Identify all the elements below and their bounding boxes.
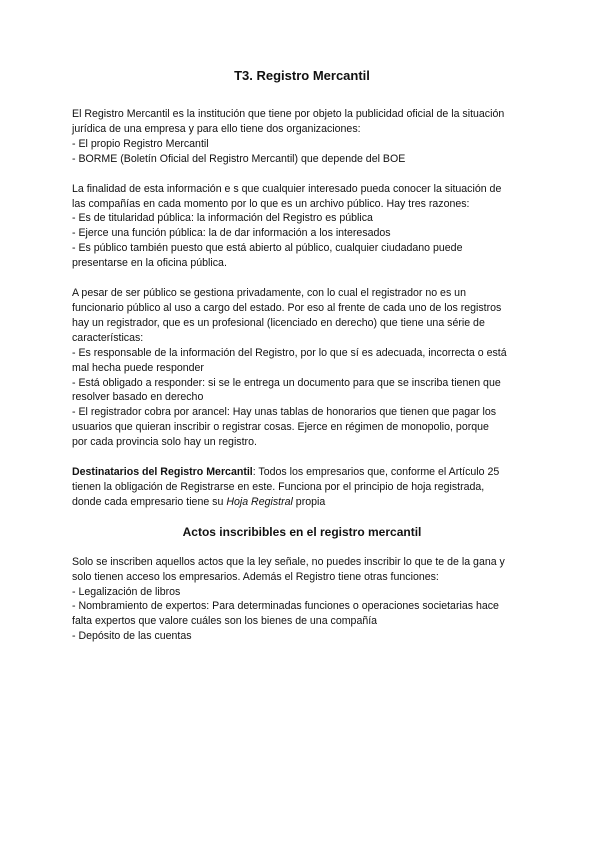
text-line: resolver basado en derecho [72,391,204,404]
text-line: A pesar de ser público se gestiona privadamente, con lo cual el registrador no es un [72,287,466,300]
list-item: - El registrador cobra por arancel: Hay unas tablas de honorarios que tienen que pagar los [72,406,497,419]
hoja-registral-term: Hoja Registral [226,495,293,508]
text-line: La finalidad de esta información e s que cualquier interesado pueda conocer la situación de [72,182,502,195]
text-line: presentarse en la oficina pública. [72,257,227,270]
text-line: usuarios que quieran inscribir o registrar cosas. Ejerce en régimen de monopolio, porque [72,421,489,434]
destinatarios-label: Destinatarios del Registro Mercantil [72,466,253,479]
text-line: las compañías en cada momento por lo que es un archivo público. Hay tres razones: [72,197,470,210]
list-item: - Es responsable de la información del Registro, por lo que sí es adecuada, incorrecta o está [72,346,507,359]
list-item: - El propio Registro Mercantil [72,137,209,150]
text-line: características: [72,331,144,344]
page-title: T3. Registro Mercantil [234,68,370,83]
destinatarios-text: donde cada empresario tiene su [72,495,227,508]
text-line: El Registro Mercantil es la institución que tiene por objeto la publicidad oficial de la situación [72,108,505,120]
list-item: - Legalización de libros [72,585,181,598]
list-item: - Está obligado a responder: si se le entrega un documento para que se inscriba tienen que [72,376,501,389]
text-line: falta expertos que valore cuáles son los bienes de una compañía [72,615,378,628]
text-line [72,495,532,510]
text-line: por cada provincia solo hay un registro. [72,436,257,449]
document-page [72,68,532,659]
destinatarios-text: : Todos los empresarios que, conforme el Artículo 25 [252,466,500,479]
list-item: - Es de titularidad pública: la información del Registro es pública [72,212,373,225]
registrador-paragraph [72,286,532,450]
intro-paragraph [72,107,532,167]
text-line: funcionario público al uso a cargo del estado. Por eso al frente de cada uno de los registros [72,301,502,314]
list-item: - Es público también puesto que está abierto al público, cualquier ciudadano puede [72,242,463,255]
text-line: jurídica de una empresa y para ello tiene dos organizaciones: [72,122,361,135]
text-line [72,465,532,480]
text-line: hay un registrador, que es un profesional (licenciado en derecho) que tiene una série de [72,316,485,329]
list-item: - BORME (Boletín Oficial del Registro Mercantil) que depende del BOE [72,152,406,165]
text-line: tienen la obligación de Registrarse en este. Funciona por el principio de hoja registrada, [72,480,485,493]
list-item: - Nombramiento de expertos: Para determinadas funciones o operaciones societarias hace [72,600,499,613]
destinatarios-text: propia [292,495,326,508]
text-line: solo tienen acceso los empresarios. Además el Registro tiene otras funciones: [72,570,439,583]
list-item: - Depósito de las cuentas [72,630,192,643]
finalidad-paragraph [72,182,532,271]
text-line: Solo se inscriben aquellos actos que la ley señale, no puedes inscribir lo que te de la gana y [72,555,505,568]
destinatarios-paragraph [72,465,532,510]
section-heading: Actos inscribibles en el registro mercantil [182,524,422,539]
actos-paragraph [72,555,532,644]
list-item: - Ejerce una función pública: la de dar información a los interesados [72,227,391,240]
text-line: mal hecha puede responder [72,361,204,374]
